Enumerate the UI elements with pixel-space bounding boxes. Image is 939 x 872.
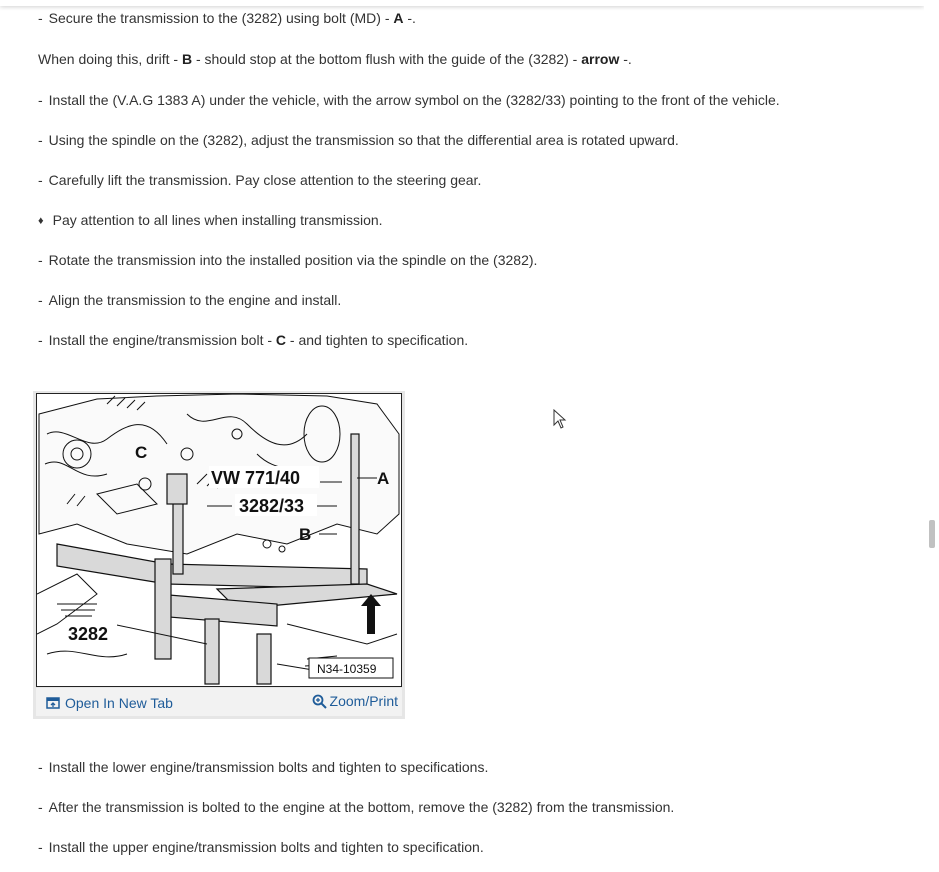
label-vw-771-40: VW 771/40 [211, 468, 301, 488]
mouse-cursor-icon [553, 409, 567, 431]
figure-container [33, 391, 405, 719]
label-c: C [135, 443, 148, 462]
label-a: A [377, 469, 390, 488]
step-rotate: - Rotate the transmission into the installed position via the spindle on the (3282). [38, 252, 538, 268]
label-3282: 3282 [68, 624, 109, 644]
magnifier-icon [312, 694, 327, 709]
step-upper-bolts: - Install the upper engine/transmission bolts and tighten to specification. [38, 839, 484, 855]
zoom-print-link[interactable]: Zoom/Print [312, 693, 398, 709]
step-drift-note: When doing this, drift - B - should stop at the bottom flush with the guide of the (3282) - arrow -. [38, 51, 632, 67]
step-lift: - Carefully lift the transmission. Pay close attention to the steering gear. [38, 172, 482, 188]
label-b: B [299, 525, 312, 544]
new-tab-icon [46, 697, 60, 709]
scrollbar-thumb[interactable] [929, 520, 935, 548]
transmission-illustration[interactable] [36, 393, 402, 687]
step-spindle-adjust: - Using the spindle on the (3282), adjust the transmission so that the differential area is rotated upward. [38, 132, 679, 148]
step-lower-bolts: - Install the lower engine/transmission bolts and tighten to specifications. [38, 759, 489, 775]
diamond-bullet: ♦ [38, 215, 44, 227]
step-secure: - Secure the transmission to the (3282) using bolt (MD) - A -. [38, 10, 416, 26]
step-install-vag: - Install the (V.A.G 1383 A) under the vehicle, with the arrow symbol on the (3282/33) pointing to the front of the vehicle. [38, 92, 780, 108]
note-lines: ♦ Pay attention to all lines when installing transmission. [38, 212, 383, 228]
open-in-new-tab-link[interactable]: Open In New Tab [46, 695, 173, 711]
step-align: - Align the transmission to the engine and install. [38, 292, 342, 308]
illustration-drawing [37, 394, 401, 686]
top-bar [0, 0, 924, 6]
figure-footer [36, 688, 402, 716]
figure-code: N34-10359 [317, 662, 377, 676]
step-install-bolt-c: - Install the engine/transmission bolt - C - and tighten to specification. [38, 332, 469, 348]
bullet-dash: - [38, 10, 43, 26]
step-remove-3282: - After the transmission is bolted to the engine at the bottom, remove the (3282) from the transmission. [38, 799, 675, 815]
label-3282-33: 3282/33 [239, 496, 305, 516]
vertical-scrollbar[interactable] [924, 0, 939, 872]
